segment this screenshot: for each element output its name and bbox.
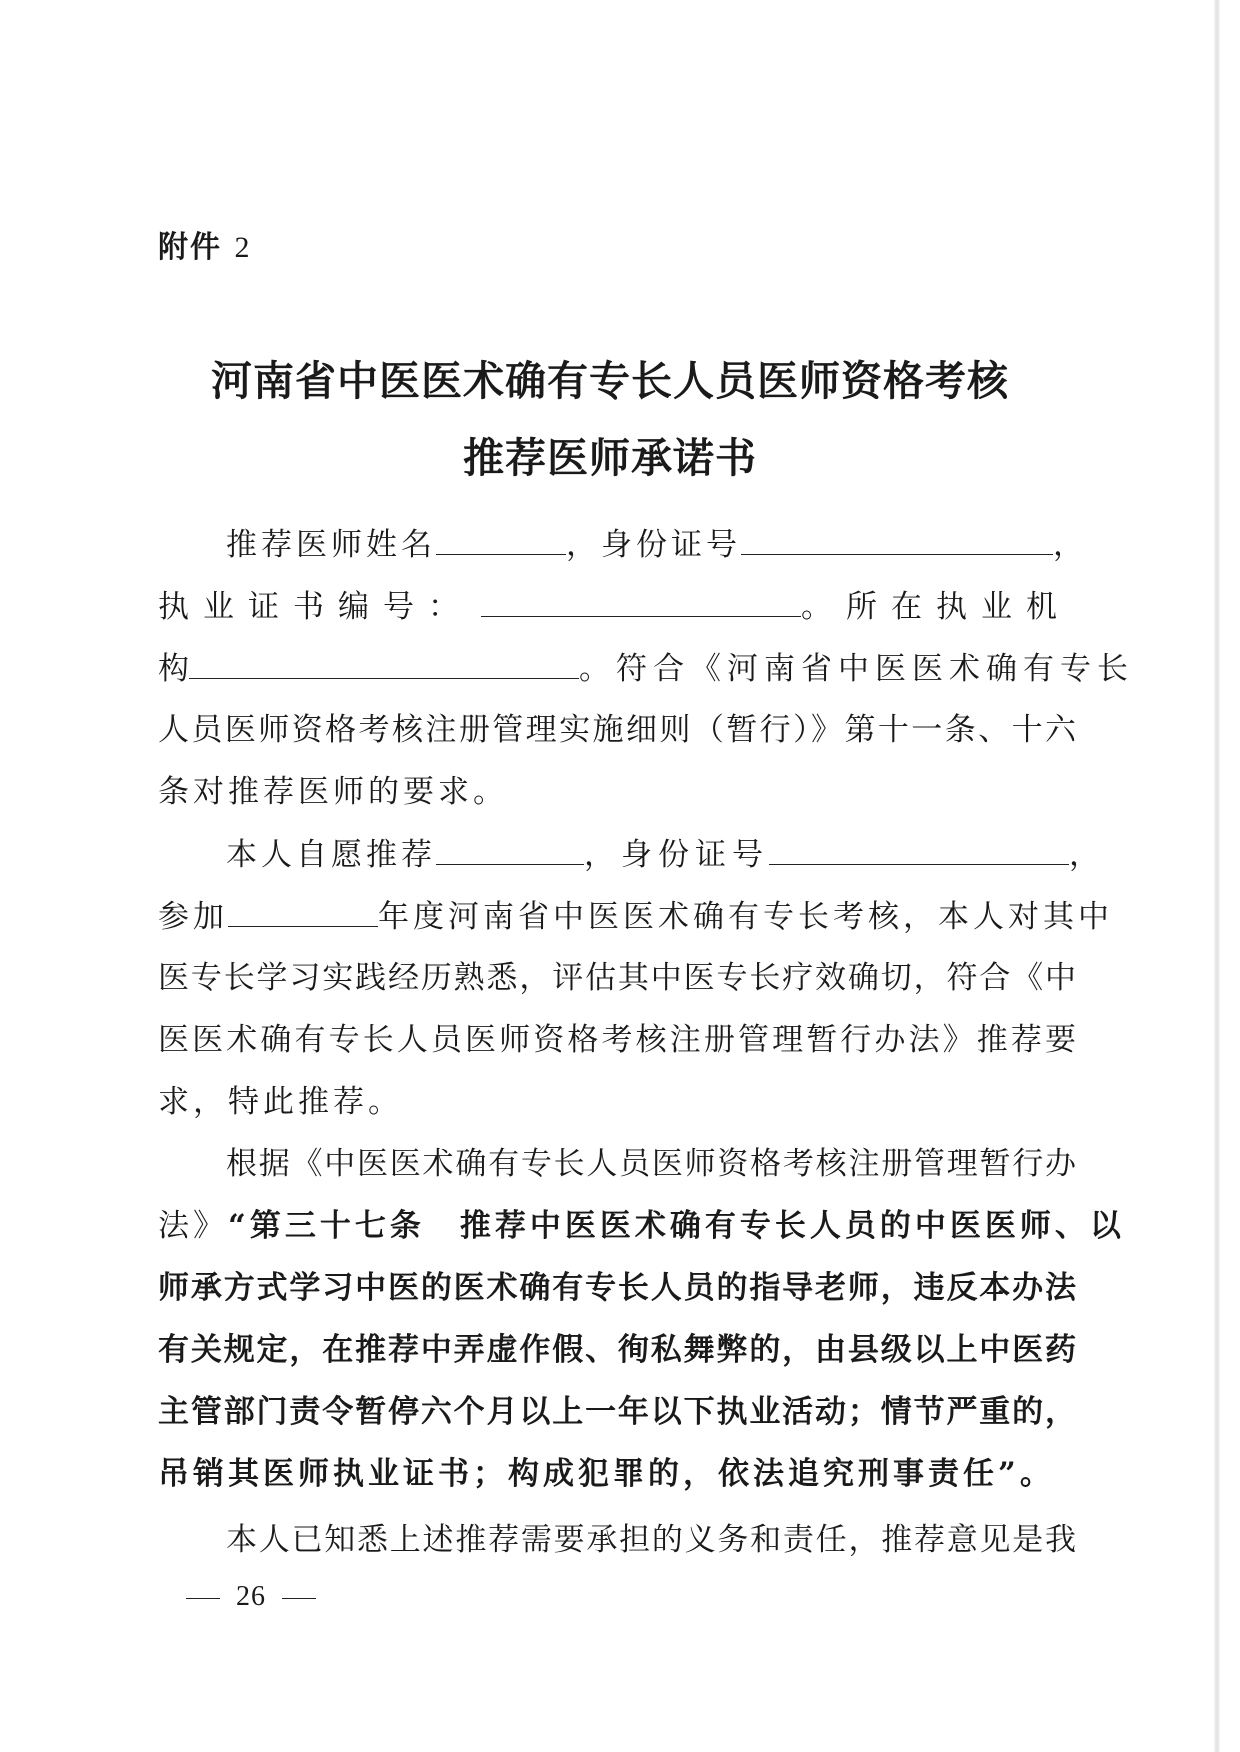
footer-dash-left — [186, 1598, 220, 1599]
para1-line3: 构 。符合《河南省中医医术确有专长 — [158, 648, 1076, 689]
para2-line3: 医专长学习实践经历熟悉，评估其中医专长疗效确切，符合《中 — [158, 960, 1076, 996]
document-title-line2: 推荐医师承诺书 — [463, 434, 757, 482]
license-number-blank[interactable] — [481, 586, 801, 617]
para1-line1: 推荐医师姓名 ，身份证号 ， — [226, 524, 1076, 565]
para3-line1: 根据《中医医术确有专长人员医师资格考核注册管理暂行办 — [226, 1146, 1076, 1182]
page-number-footer — [186, 1581, 316, 1613]
document-title-line1: 河南省中医医术确有专长人员医师资格考核 — [211, 357, 1009, 405]
doctor-name-blank[interactable] — [436, 524, 566, 555]
para3-line4: 有关规定，在推荐中弄虚作假、徇私舞弊的，由县级以上中医药 — [158, 1332, 1076, 1368]
para4-line1: 本人已知悉上述推荐需要承担的义务和责任，推荐意见是我 — [226, 1522, 1076, 1558]
doctor-id-blank[interactable] — [741, 524, 1053, 555]
para1-line5: 条对推荐医师的要求。 — [158, 774, 508, 810]
page-edge-shadow — [1214, 0, 1220, 1752]
footer-dash-right — [282, 1598, 316, 1599]
attachment-label — [158, 222, 251, 266]
para2-line2: 参加 年度河南省中医医术确有专长考核，本人对其中 — [158, 896, 1076, 937]
para2-line5: 求，特此推荐。 — [158, 1084, 403, 1120]
institution-blank[interactable] — [189, 648, 579, 679]
exam-year-blank[interactable] — [228, 896, 378, 927]
para3-line2: 法》“第三十七条 推荐中医医术确有专长人员的中医医师、以 — [158, 1208, 1125, 1244]
para2-line4: 医医术确有专长人员医师资格考核注册管理暂行办法》推荐要 — [158, 1022, 1076, 1058]
para1-line2: 执业证书编号： 。所在执业机 — [158, 586, 1076, 627]
para2-line1: 本人自愿推荐 ，身份证号 ， — [226, 834, 1076, 875]
para3-line6: 吊销其医师执业证书；构成犯罪的，依法追究刑事责任”。 — [158, 1456, 1055, 1492]
candidate-id-blank[interactable] — [769, 834, 1069, 865]
candidate-name-blank[interactable] — [436, 834, 584, 865]
attachment-number: 2 — [234, 231, 252, 264]
attachment-text: 附件 — [158, 230, 222, 265]
para1-line4: 人员医师资格考核注册管理实施细则（暂行）》第十一条、十六 — [158, 712, 1076, 748]
page-number: 26 — [236, 1581, 266, 1612]
para3-line3: 师承方式学习中医的医术确有专长人员的指导老师，违反本办法 — [158, 1270, 1076, 1306]
para3-line5: 主管部门责令暂停六个月以上一年以下执业活动；情节严重的， — [158, 1394, 1076, 1430]
